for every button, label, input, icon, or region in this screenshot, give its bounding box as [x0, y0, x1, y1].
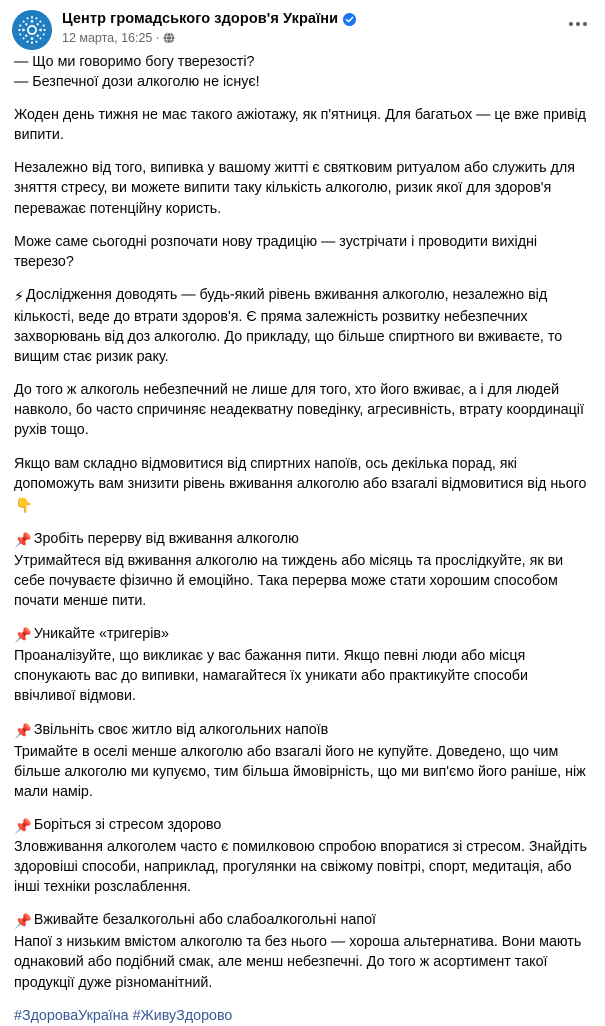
hashtags-row — [14, 1006, 591, 1026]
paragraph-tips-intro-text: Якщо вам складно відмовитися від спиртних напоїв, ось декілька порад, які допоможуть вам знизити рівень вживання алкоголю або взагалі відмовитися від нього — [14, 455, 587, 492]
tip-heading — [14, 910, 591, 932]
dialog-line-2: — Безпечної дози алкоголю не існує! — [14, 74, 260, 91]
pointing-down-icon: 👇 — [15, 497, 33, 514]
more-dot — [569, 22, 573, 26]
tip-heading-text: Звільніть своє житло від алкогольних напоїв — [33, 721, 329, 738]
paragraph-risk: Незалежно від того, випивка у вашому житті є святковим ритуалом або служить для зняття стресу, ви можете випити таку кількість алкоголю, ризик якої для здоров'я переважає потенційну користь. — [14, 160, 575, 217]
paragraph-tips-intro — [14, 454, 591, 516]
tip-heading-text: Уникайте «тригерів» — [33, 626, 169, 643]
tip-body: Проаналізуйте, що викликає у вас бажання пити. Якщо певні люди або місця спонукають вас до випивки, намагайтеся їх уникати або практикуйте способи ввічливої відмови. — [14, 648, 528, 705]
tip-body: Тримайте в оселі менше алкоголю або взагалі його не купуйте. Доведено, що чим більше алкоголю ми купуємо, тим більша ймовірність, що ми вип'ємо його раніше, ніж мали намір. — [14, 743, 586, 800]
pushpin-icon: 📌 — [14, 723, 32, 740]
pushpin-icon: 📌 — [14, 532, 32, 549]
tip-body: Напої з низьким вмістом алкоголю та без нього — хороша альтернатива. Вони мають однаковий або подібний смак, але менш небезпечні. До того ж асортимент такої продукції дуже різноманітний. — [14, 934, 582, 991]
paragraph-research-text: Дослідження доводять — будь-який рівень вживання алкоголю, незалежно від кількості, веде до втрати здоров'я. Є пряма залежність розвитку небезпечних захворювань від доз алкоголю. До прикладу, що більше спиртного ви вживаєте, то вищим стає ризик раку. — [14, 286, 563, 366]
tip-heading-text: Зробіть перерву від вживання алкоголю — [33, 530, 299, 547]
tip-body: Утримайтеся від вживання алкоголю на тиждень або місяць та прослідкуйте, як ви себе почуваєте фізично й емоційно. Така перерва може стати хорошим способом почати менше пити. — [14, 552, 564, 610]
tip-heading — [14, 624, 591, 646]
page-name[interactable]: Центр громадського здоров'я України — [62, 11, 339, 27]
tip-heading-text: Боріться зі стресом здорово — [33, 816, 222, 833]
paragraph-others-harm: До того ж алкоголь небезпечний не лише для того, хто його вживає, а і для людей навколо, бо часто спричиняє неадекватну поведінку, агресивність, втрату координації рухів тощо. — [14, 382, 584, 439]
paragraph-new-tradition: Може саме сьогодні розпочати нову традицію — зустрічати і проводити вихідні тверезо? — [14, 233, 538, 270]
more-dot — [583, 22, 587, 26]
tip-heading — [14, 815, 591, 837]
tip-heading — [14, 529, 591, 551]
paragraph-friday: Жоден день тижня не має такого ажіотажу, як п'ятниця. Для багатьох — це вже привід випити. — [14, 107, 587, 144]
pushpin-icon: 📌 — [14, 914, 32, 931]
pushpin-icon: 📌 — [14, 628, 32, 645]
paragraph-research — [14, 285, 591, 367]
meta-separator: · — [155, 31, 160, 45]
high-voltage-icon: ⚡ — [14, 288, 25, 305]
pushpin-icon: 📌 — [14, 818, 32, 835]
post-options-button[interactable] — [563, 14, 593, 34]
globe-icon[interactable] — [163, 32, 175, 44]
tip-heading — [14, 720, 591, 742]
post-meta-row — [62, 30, 356, 46]
page-name-row — [62, 10, 356, 28]
post-header-text — [62, 9, 356, 46]
tip-heading-text: Вживайте безалкогольні або слабоалкогольні напої — [33, 912, 377, 929]
hashtag-link[interactable]: #ЗдороваУкраїна — [14, 1007, 129, 1024]
hashtag-link[interactable]: #ЖивуЗдорово — [132, 1007, 233, 1024]
avatar-logo-icon — [12, 10, 52, 50]
more-dot — [576, 22, 580, 26]
post-body — [0, 50, 605, 1026]
verified-badge-icon — [343, 13, 356, 26]
dialog-block — [14, 52, 591, 92]
post-timestamp[interactable]: 12 марта, 16:25 — [62, 31, 153, 45]
post-header — [0, 0, 605, 50]
dialog-line-1: — Що ми говоримо богу тверезості? — [14, 54, 255, 70]
tip-body: Зловживання алкоголем часто є помилковою спробою впоратися зі стресом. Знайдіть здоровіші способи, наприклад, прогулянки на свіжому повітрі, спорт, медитація, або інші техніки розслаблення. — [14, 839, 587, 896]
avatar[interactable] — [12, 10, 52, 50]
